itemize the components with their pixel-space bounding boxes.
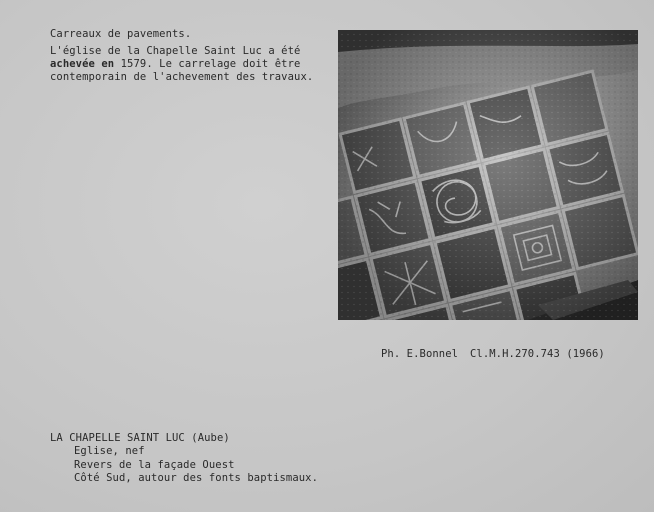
caption-line-3: contemporain de l'achevement des travaux. [50, 71, 314, 83]
location-line-3: Revers de la façade Ouest [74, 459, 235, 471]
tiles-photo-drawing [338, 30, 638, 320]
location-title: LA CHAPELLE SAINT LUC (Aube) [50, 432, 230, 444]
caption-line-2 [50, 58, 300, 71]
location-line-4: Côté Sud, autour des fonts baptismaux. [74, 472, 319, 484]
reference-number: Cl.M.H.270.743 (1966) [470, 348, 605, 360]
photographer-credit: Ph. E.Bonnel [381, 348, 459, 360]
tiles-photo [338, 30, 638, 320]
caption-bold-text: achevée en [50, 58, 115, 70]
caption-line-2-rest: 1579. Le carrelage doit être [114, 58, 301, 70]
location-line-2: Eglise, nef [74, 445, 145, 457]
caption-line-1: L'église de la Chapelle Saint Luc a été [50, 45, 301, 57]
caption-heading: Carreaux de pavements. [50, 28, 192, 40]
